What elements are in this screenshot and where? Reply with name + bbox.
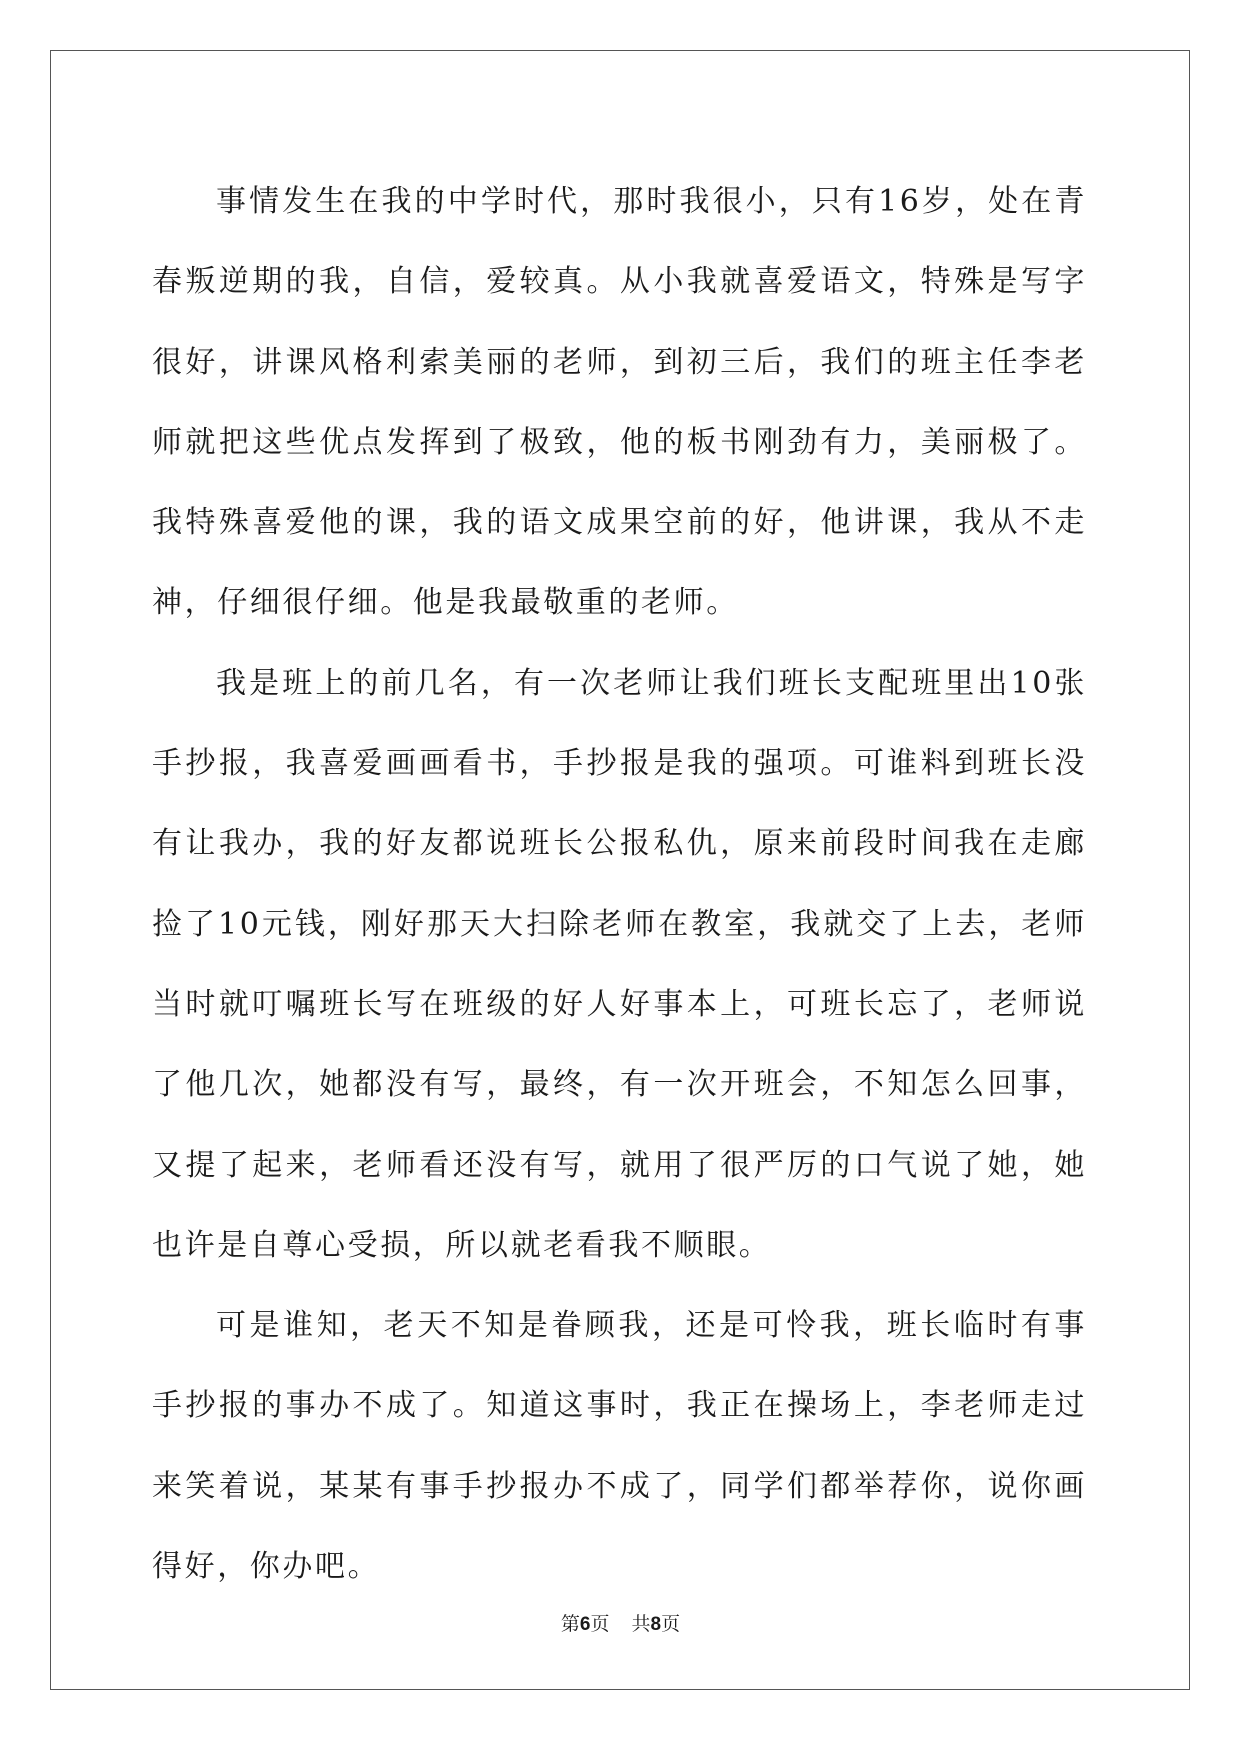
paragraph-2: 我是班上的前几名，有一次老师让我们班长支配班里出10张手抄报，我喜爱画画看书，手抄报是我的强项。可谁料到班长没有让我办，我的好友都说班长公报私仇，原来前段时间我在走廊捡了10元钱，刚好那天大扫除老师在教室，我就交了上去，老师当时就叮嘱班长写在班级的好人好事本上，可班长忘了，老师说了他几次，她都没有写，最终，有一次开班会，不知怎么回事，又提了起来，老师看还没有写，就用了很严厉的口气说了她，她也许是自尊心受损，所以就老看我不顺眼。 [152,665,1087,1263]
total-prefix: 共 [631,1613,651,1635]
page-total-number: 8 [650,1614,662,1635]
total-unit: 页 [661,1613,681,1635]
paragraph-3: 可是谁知，老天不知是眷顾我，还是可怜我，班长临时有事手抄报的事办不成了。知道这事时，我正在操场上，李老师走过来笑着说，某某有事手抄报办不成了，同学们都举荐你，说你画得好，你办吧。 [152,1308,1087,1585]
page-current-number: 6 [579,1614,591,1635]
page-unit: 页 [590,1613,610,1635]
page-footer [0,1612,1241,1637]
document-body [152,162,1087,1607]
page-prefix: 第 [560,1613,580,1635]
paragraph-1: 事情发生在我的中学时代，那时我很小，只有16岁，处在青春叛逆期的我，自信，爱较真。从小我就喜爱语文，特殊是写字很好，讲课风格利索美丽的老师，到初三后，我们的班主任李老师就把这些优点发挥到了极致，他的板书刚劲有力，美丽极了。我特殊喜爱他的课，我的语文成果空前的好，他讲课，我从不走神，仔细很仔细。他是我最敬重的老师。 [152,184,1087,621]
